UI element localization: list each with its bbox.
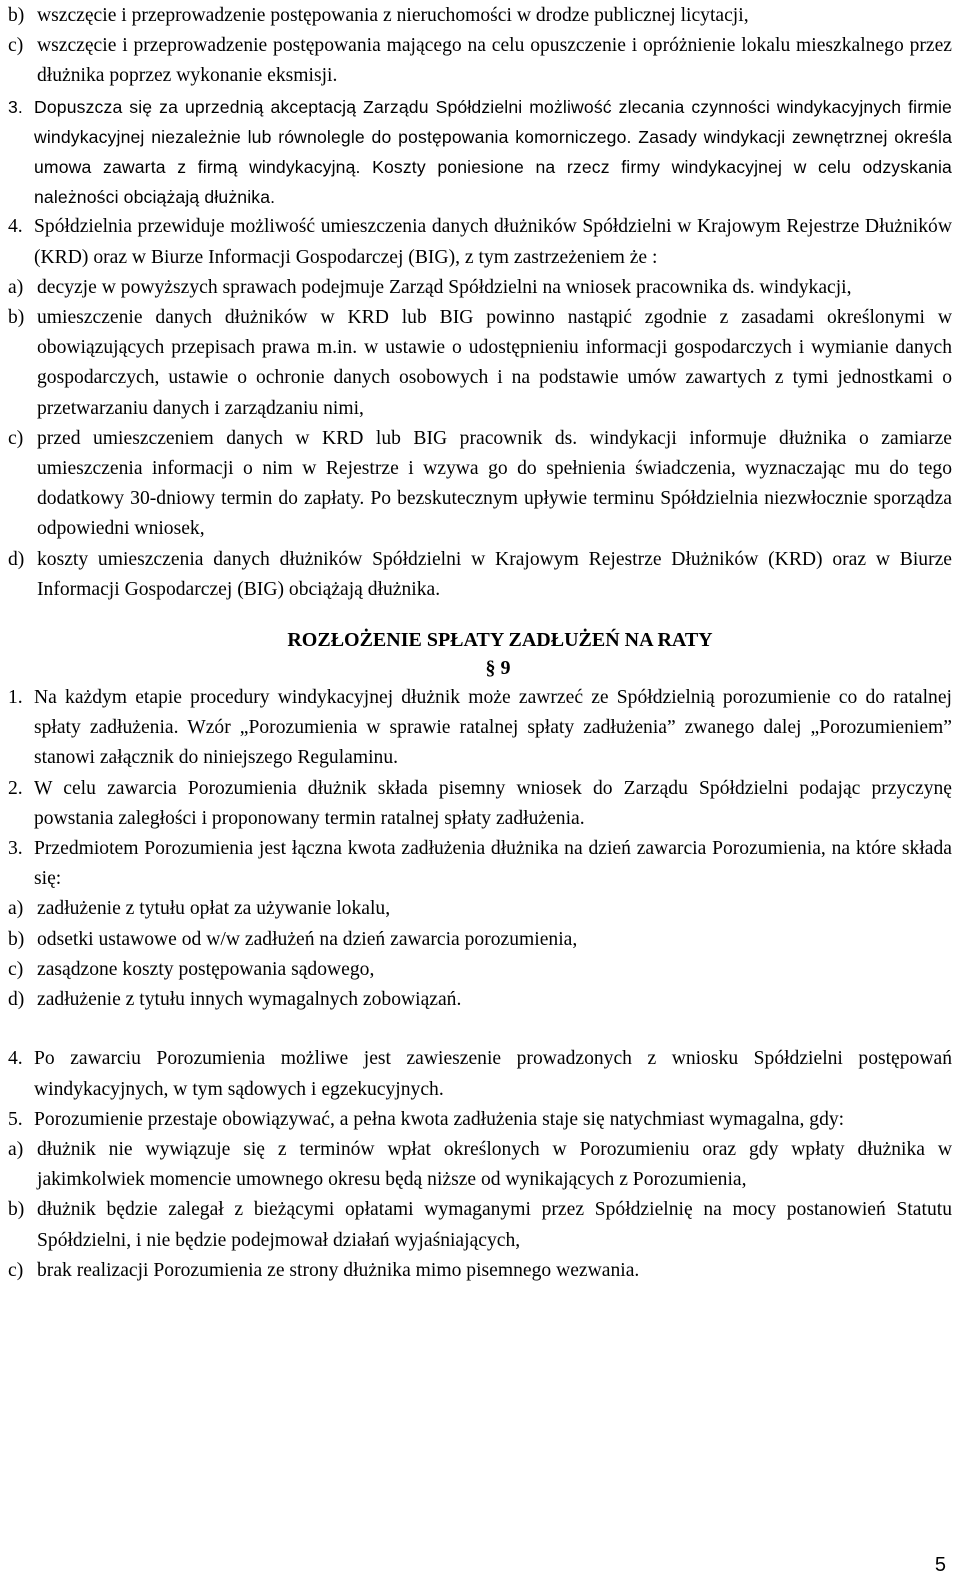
section-heading: ROZŁOŻENIE SPŁATY ZADŁUŻEŃ NA RATY xyxy=(287,629,713,652)
item-text: brak realizacji Porozumienia ze strony dłużnika mimo pisemnego wezwania. xyxy=(37,1259,640,1281)
item-label: b) xyxy=(8,5,25,26)
item-label: c) xyxy=(8,427,24,449)
paragraph-2 xyxy=(8,774,952,834)
list-item xyxy=(8,1195,952,1255)
paragraph-5 xyxy=(8,1105,952,1135)
page-number: 5 xyxy=(934,1554,946,1576)
paragraph-number: 2. xyxy=(8,777,23,799)
list-item xyxy=(8,273,952,303)
item-label: b) xyxy=(8,307,25,329)
paragraph-text: Po zawarciu Porozumienia możliwe jest zawieszenie prowadzonych z wniosku Spółdzielni postępowań windykacyjnych, w tym sądowych i egzekucyjnych. xyxy=(34,1048,952,1100)
item-text: wszczęcie i przeprowadzenie postępowania z nieruchomości w drodze publicznej licytacji, xyxy=(37,5,749,26)
item-text: zasądzone koszty postępowania sądowego, xyxy=(37,958,375,980)
paragraph-3b xyxy=(8,834,952,894)
item-label: a) xyxy=(8,276,24,298)
item-text: dłużnik będzie zalegał z bieżącymi opłatami wymaganymi przez Spółdzielnię na mocy postanowień Statutu Spółdzielni, i nie będzie podejmował działań wyjaśniających, xyxy=(37,1199,952,1251)
paragraph-1 xyxy=(8,683,952,774)
paragraph-text: W celu zawarcia Porozumienia dłużnik składa pisemny wniosek do Zarządu Spółdzielni podając przyczynę powstania zaległości i proponowany termin ratalnej spłaty zadłużenia. xyxy=(34,777,952,829)
section-number: § 9 xyxy=(485,657,511,680)
item-text: koszty umieszczenia danych dłużników Spółdzielni w Krajowym Rejestrze Dłużników (KRD) oraz w Biurze Informacji Gospodarczej (BIG) obciążają dłużnika. xyxy=(37,548,952,600)
list-item xyxy=(8,925,952,955)
item-text: zadłużenie z tytułu opłat za używanie lokalu, xyxy=(37,898,391,920)
list-item xyxy=(8,31,952,91)
paragraph-4 xyxy=(8,212,952,272)
item-label: b) xyxy=(8,928,25,950)
item-label: a) xyxy=(8,898,24,920)
item-label: d) xyxy=(8,989,25,1011)
list-item xyxy=(8,1256,952,1286)
paragraph-number: 1. xyxy=(8,687,23,709)
item-text: umieszczenie danych dłużników w KRD lub BIG powinno nastąpić zgodnie z zasadami określonymi w obowiązujących przepisach prawa m.in. w ustawie o udostępnieniu informacji gospodarczych i wymianie danych gospodarczych, ustawie o ochronie danych osobowych i na podstawie umów zawartych z tymi jednostkami o przetwarzaniu danych i zarządzaniu nimi, xyxy=(37,307,952,419)
item-label: c) xyxy=(8,1259,24,1281)
spacer xyxy=(8,1015,952,1044)
paragraph-number: 4. xyxy=(8,1048,23,1070)
paragraph-text: Na każdym etapie procedury windykacyjnej dłużnik może zawrzeć ze Spółdzielnią porozumienie co do ratalnej spłaty zadłużenia. Wzór „Porozumienia w sprawie ratalnej spłaty zadłużenia” zwanego dalej „Porozumieniem” stanowi załącznik do niniejszego Regulaminu. xyxy=(34,687,952,769)
item-text: przed umieszczeniem danych w KRD lub BIG pracownik ds. windykacji informuje dłużnika o zamiarze umieszczenia informacji o nim w Rejestrze i wzywa go do spełnienia świadczenia, wyznaczając mu do tego dodatkowy 30-dniowy termin do zapłaty. Po bezskutecznym upływie terminu Spółdzielnia niezwłocznie sporządza odpowiedni wniosek, xyxy=(37,427,952,540)
paragraph-number: 3. xyxy=(8,96,23,117)
paragraph-number: 3. xyxy=(8,838,23,860)
list-item xyxy=(8,985,952,1015)
item-text: zadłużenie z tytułu innych wymagalnych zobowiązań. xyxy=(37,989,462,1011)
item-text: dłużnik nie wywiązuje się z terminów wpłat określonych w Porozumieniu oraz gdy wpłaty dłużnika w jakimkolwiek momencie umownego okresu będą niższe od wynikających z Porozumienia, xyxy=(37,1138,952,1191)
paragraph-3 xyxy=(8,92,952,213)
paragraph-text: Przedmiotem Porozumienia jest łączna kwota zadłużenia dłużnika na dzień zawarcia Porozumienia, na które składa się: xyxy=(34,838,952,890)
paragraph-number: 4. xyxy=(8,216,23,238)
item-label: c) xyxy=(8,35,24,57)
list-item xyxy=(8,955,952,985)
list-item xyxy=(8,894,952,924)
paragraph-4b xyxy=(8,1044,952,1104)
item-label: c) xyxy=(8,958,24,980)
item-text: decyzje w powyższych sprawach podejmuje Zarząd Spółdzielni na wniosek pracownika ds. windykacji, xyxy=(37,276,852,298)
item-label: a) xyxy=(8,1138,24,1160)
item-label: d) xyxy=(8,548,25,570)
list-item xyxy=(8,424,952,545)
paragraph-number: 5. xyxy=(8,1108,23,1130)
paragraph-text: Porozumienie przestaje obowiązywać, a pełna kwota zadłużenia staje się natychmiast wymagalna, gdy: xyxy=(34,1108,845,1130)
paragraph-text: Spółdzielnia przewiduje możliwość umieszczenia danych dłużników Spółdzielni w Krajowym Rejestrze Dłużników (KRD) oraz w Biurze Informacji Gospodarczej (BIG), z tym zastrzeżeniem że : xyxy=(34,216,952,268)
item-text: wszczęcie i przeprowadzenie postępowania mającego na celu opuszczenie i opróżnienie lokalu mieszkalnego przez dłużnika poprzez wykonanie eksmisji. xyxy=(37,35,952,87)
item-label: b) xyxy=(8,1199,25,1221)
list-item xyxy=(8,1135,952,1195)
section-mark xyxy=(8,655,952,681)
item-text: odsetki ustawowe od w/w zadłużeń na dzień zawarcia porozumienia, xyxy=(37,928,578,950)
paragraph-text: Dopuszcza się za uprzednią akceptacją Zarządu Spółdzielni możliwość zlecania czynności windykacyjnych firmie windykacyjnej niezależnie lub równolegle do postępowania komorniczego. Zasady windykacji zewnętrznej określa umowa zawarta z firmą windykacyjną. Koszty poniesione na rzecz firmy windykacyjnej w celu odzyskania należności obciążają dłużnika. xyxy=(34,96,952,208)
list-item xyxy=(8,545,952,605)
list-item xyxy=(8,1,952,31)
list-item xyxy=(8,303,952,424)
